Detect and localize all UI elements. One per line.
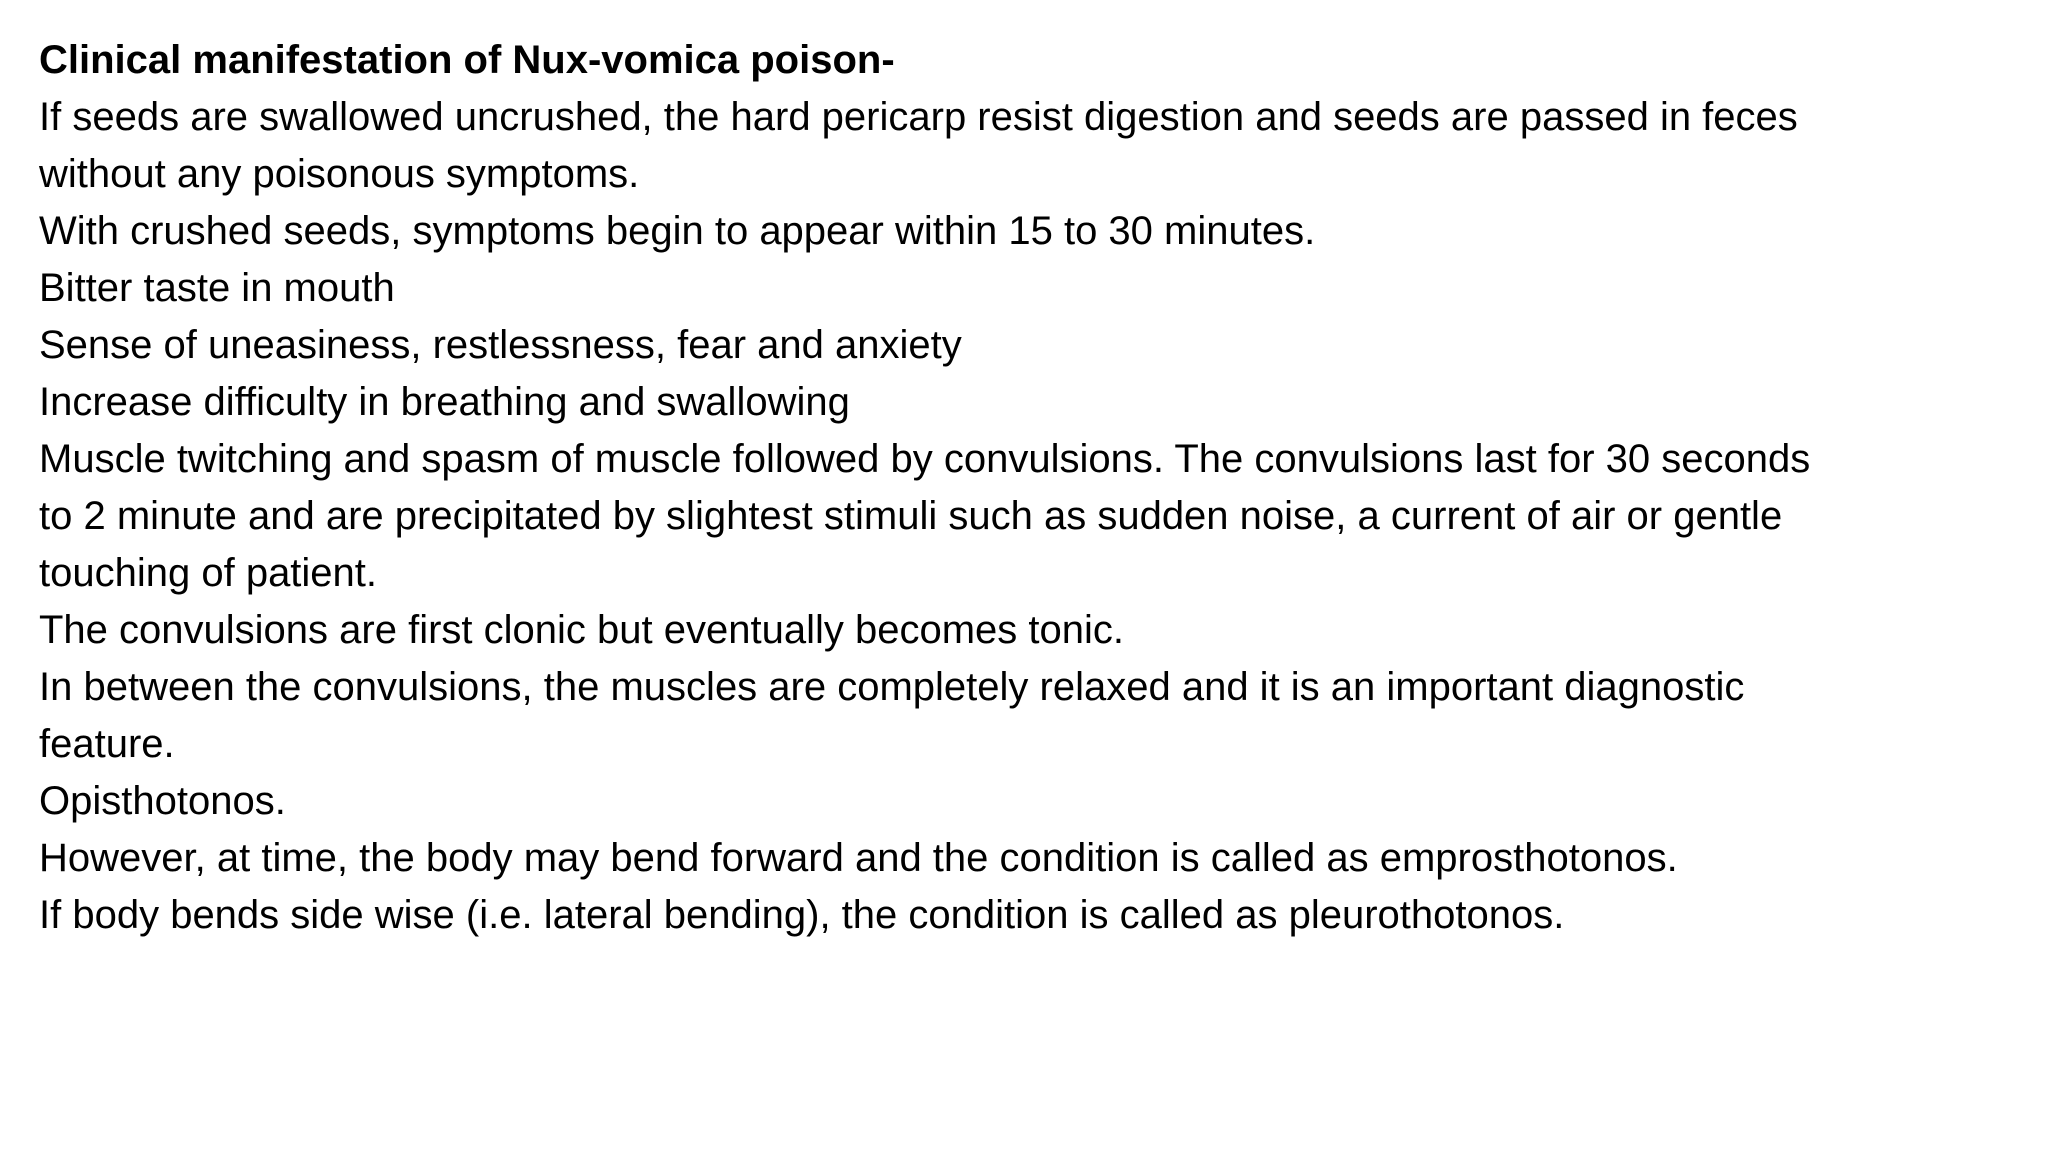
text-line: If seeds are swallowed uncrushed, the hard pericarp resist digestion and seeds are passed in feces [39,95,1798,139]
text-line: In between the convulsions, the muscles are completely relaxed and it is an important diagnostic [39,665,1745,709]
text-line: feature. [39,722,175,766]
text-line: touching of patient. [39,551,378,595]
text-line: without any poisonous symptoms. [39,152,640,196]
slide-content [39,32,2019,944]
text-line: Increase difficulty in breathing and swallowing [39,380,850,424]
slide-heading: Clinical manifestation of Nux-vomica poison- [39,38,895,82]
text-line: If body bends side wise (i.e. lateral bending), the condition is called as pleurothotonos. [39,893,1565,937]
slide-body [39,89,2019,944]
text-line: With crushed seeds, symptoms begin to appear within 15 to 30 minutes. [39,209,1316,253]
text-line: Bitter taste in mouth [39,266,395,310]
text-line: However, at time, the body may bend forward and the condition is called as emprosthotonos. [39,836,1678,880]
text-line: The convulsions are first clonic but eventually becomes tonic. [39,608,1124,652]
text-line: Sense of uneasiness, restlessness, fear and anxiety [39,323,962,367]
text-line: Muscle twitching and spasm of muscle followed by convulsions. The convulsions last for 30 seconds [39,437,1811,481]
text-line: to 2 minute and are precipitated by slightest stimuli such as sudden noise, a current of air or gentle [39,494,1783,538]
text-line: Opisthotonos. [39,779,286,823]
